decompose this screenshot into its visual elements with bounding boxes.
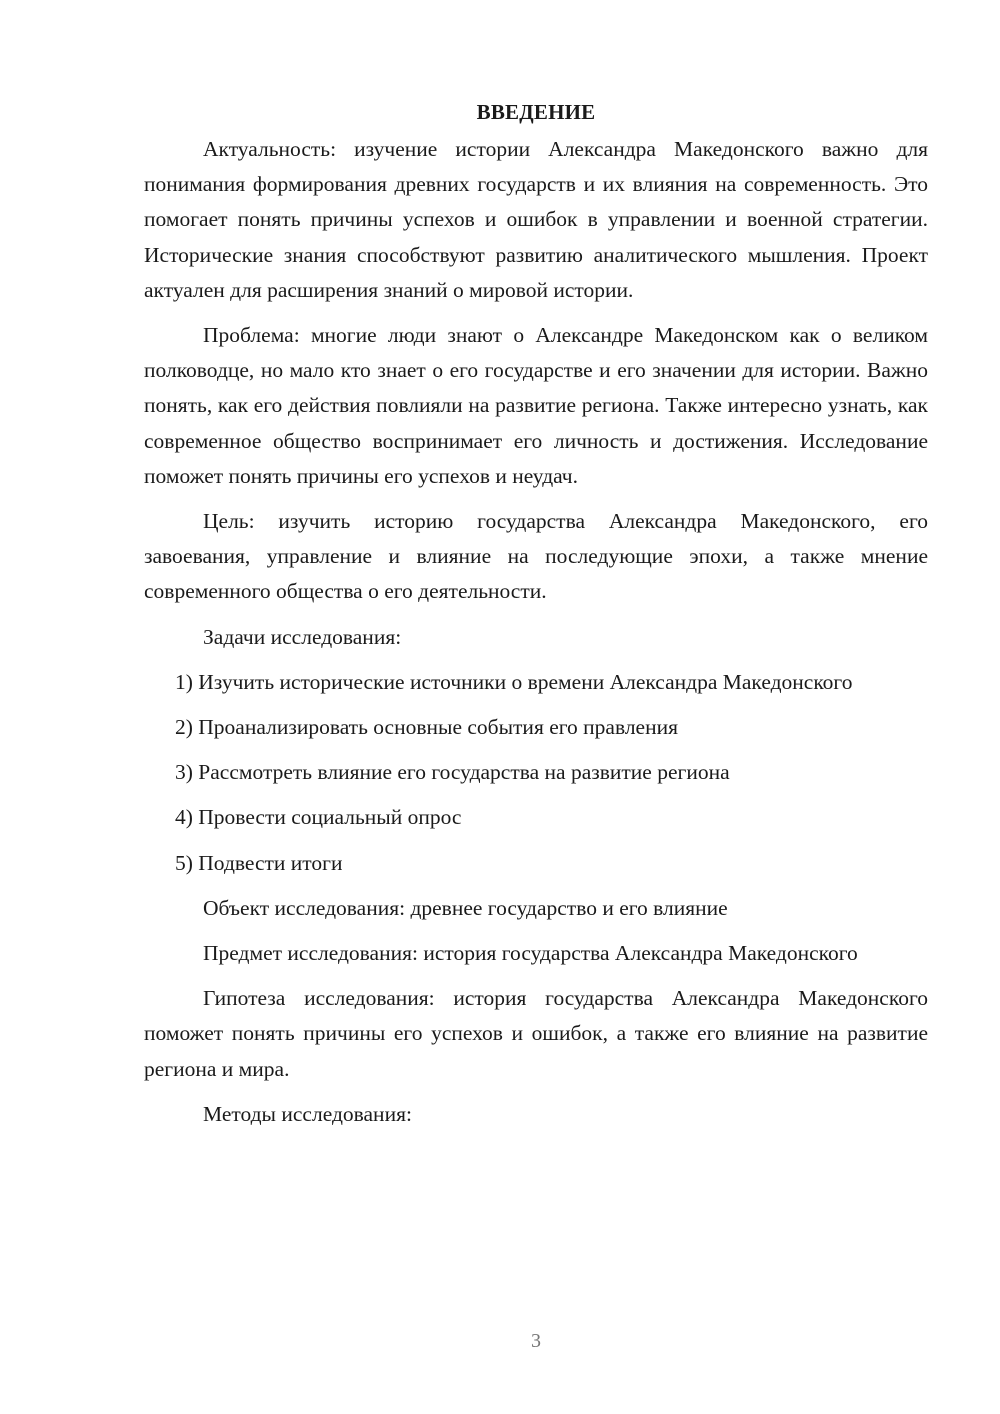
paragraph-object: Объект исследования: древнее государство и его влияние	[203, 895, 728, 920]
page-title: ВВЕДЕНИЕ	[476, 100, 596, 124]
page-number: 3	[531, 1330, 541, 1352]
task-item: 5) Подвести итоги	[175, 850, 343, 875]
tasks-heading: Задачи исследования:	[203, 624, 402, 649]
task-item: 3) Рассмотреть влияние его государства на развитие региона	[175, 760, 730, 785]
paragraph-subject: Предмет исследования: история государства Александра Македонского	[203, 941, 858, 966]
task-item: 4) Провести социальный опрос	[175, 805, 462, 830]
paragraph-hypothesis: Гипотеза исследования: история государства Александра Македонского поможет понять причины его успехов и ошибок, а также его влияние на развитие региона и мира.	[144, 986, 928, 1081]
paragraph-goal: Цель: изучить историю государства Александра Македонского, его завоевания, управление и влияние на последующие эпохи, а также мнение современного общества о его деятельности.	[144, 509, 928, 604]
paragraph-problem: Проблема: многие люди знают о Александре Македонском как о великом полководце, но мало кто знает о его государстве и его значении для истории. Важно понять, как его действия повлияли на развитие региона. Также интересно узнать, как современное общество воспринимает его личность и достижения. Исследование поможет понять причины его успехов и неудач.	[144, 323, 928, 488]
task-item: 1) Изучить исторические источники о времени Александра Македонского	[175, 669, 853, 694]
page-content	[144, 92, 928, 1142]
methods-heading: Методы исследования:	[203, 1101, 412, 1126]
paragraph-relevance: Актуальность: изучение истории Александра Македонского важно для понимания формирования древних государств и их влияния на современность. Это помогает понять причины успехов и ошибок в управлении и военной стратегии. Исторические знания способствуют развитию аналитического мышления. Проект актуален для расширения знаний о мировой истории.	[144, 137, 928, 302]
task-item: 2) Проанализировать основные события его правления	[175, 715, 678, 740]
tasks-list	[144, 665, 928, 881]
